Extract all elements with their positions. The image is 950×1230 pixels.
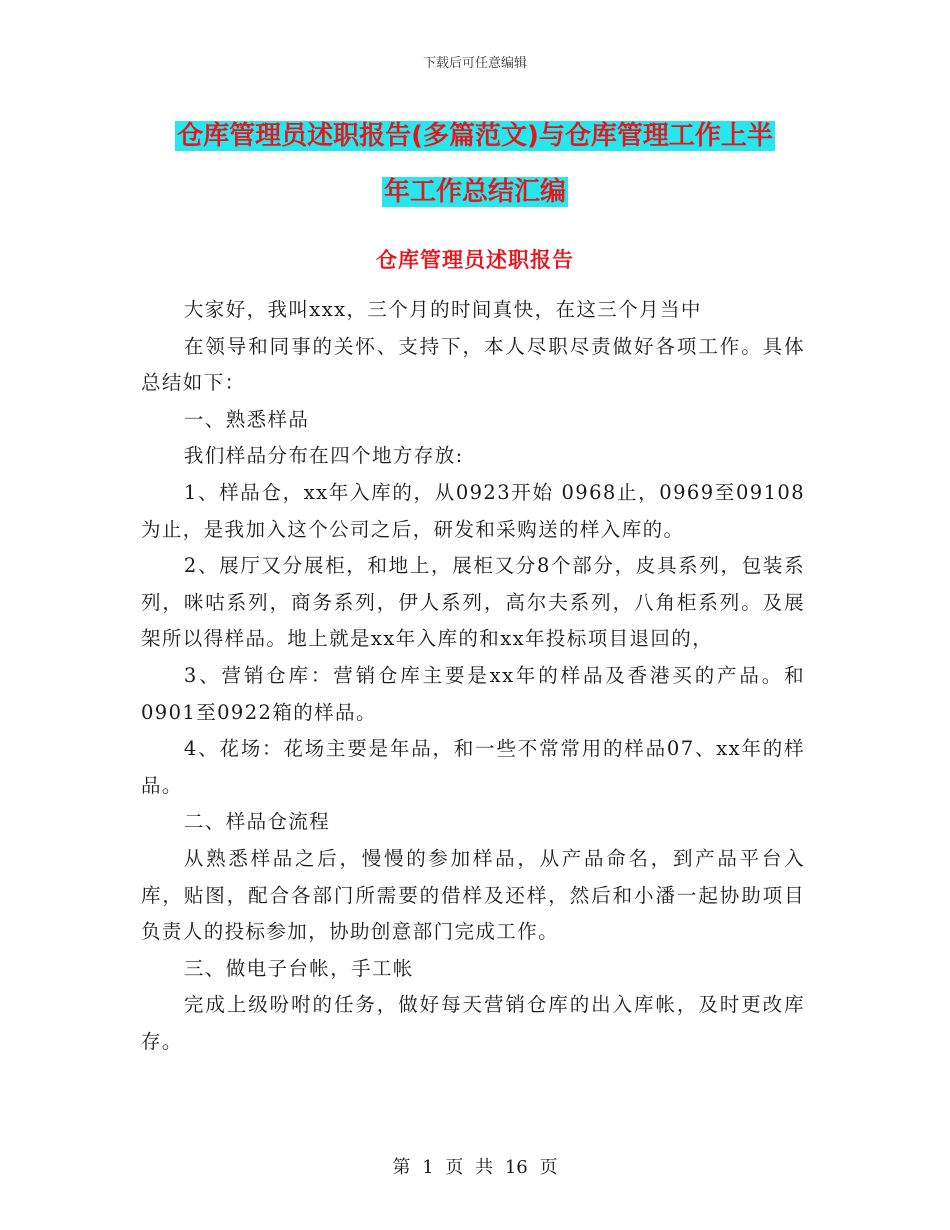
page-number-footer: 第 1 页 共 16 页 <box>392 1157 558 1178</box>
paragraph: 完成上级吩咐的任务，做好每天营销仓库的出入库帐，及时更改库存。 <box>141 993 805 1053</box>
section-heading: 仓库管理员述职报告 <box>376 248 574 272</box>
document-title <box>140 108 810 220</box>
report-body <box>141 292 805 1060</box>
document-title-line-1: 仓库管理员述职报告(多篇范文)与仓库管理工作上半 <box>177 121 773 151</box>
paragraph: 大家好，我叫xxx，三个月的时间真快，在这三个月当中 <box>183 298 702 321</box>
paragraph: 1、样品仓，xx年入库的，从0923开始 0968止，0969至09108为止，是我加入这个公司之后，研发和采购送的样入库的。 <box>141 480 805 541</box>
paragraph: 在领导和同事的关怀、支持下，本人尽职尽责做好各项工作。具体总结如下： <box>141 334 805 395</box>
paragraph: 4、花场：花场主要是年品，和一些不常常用的样品07、xx年的样品。 <box>141 737 805 797</box>
paragraph: 一、熟悉样品 <box>183 407 310 431</box>
page-header-note: 下载后可任意编辑 <box>422 56 527 71</box>
paragraph: 2、展厅又分展柜，和地上，展柜又分8个部分，皮具系列，包装系列，咪咕系列，商务系列，伊人系列，高尔夫系列，八角柜系列。及展架所以得样品。地上就是xx年入库的和xx年投标项目退回的， <box>141 554 805 651</box>
paragraph: 3、营销仓库：营销仓库主要是xx年的样品及香港买的产品。和0901至0922箱的样品。 <box>141 663 805 724</box>
paragraph: 我们样品分布在四个地方存放: <box>183 444 464 468</box>
paragraph: 从熟悉样品之后，慢慢的参加样品，从产品命名，到产品平台入库，贴图，配合各部门所需要的借样及还样，然后和小潘一起协助项目负责人的投标参加，协助创意部门完成工作。 <box>141 846 805 944</box>
paragraph: 三、做电子台帐，手工帐 <box>183 956 414 980</box>
paragraph: 二、样品仓流程 <box>183 810 331 834</box>
document-title-line-2: 年工作总结汇编 <box>383 177 566 207</box>
